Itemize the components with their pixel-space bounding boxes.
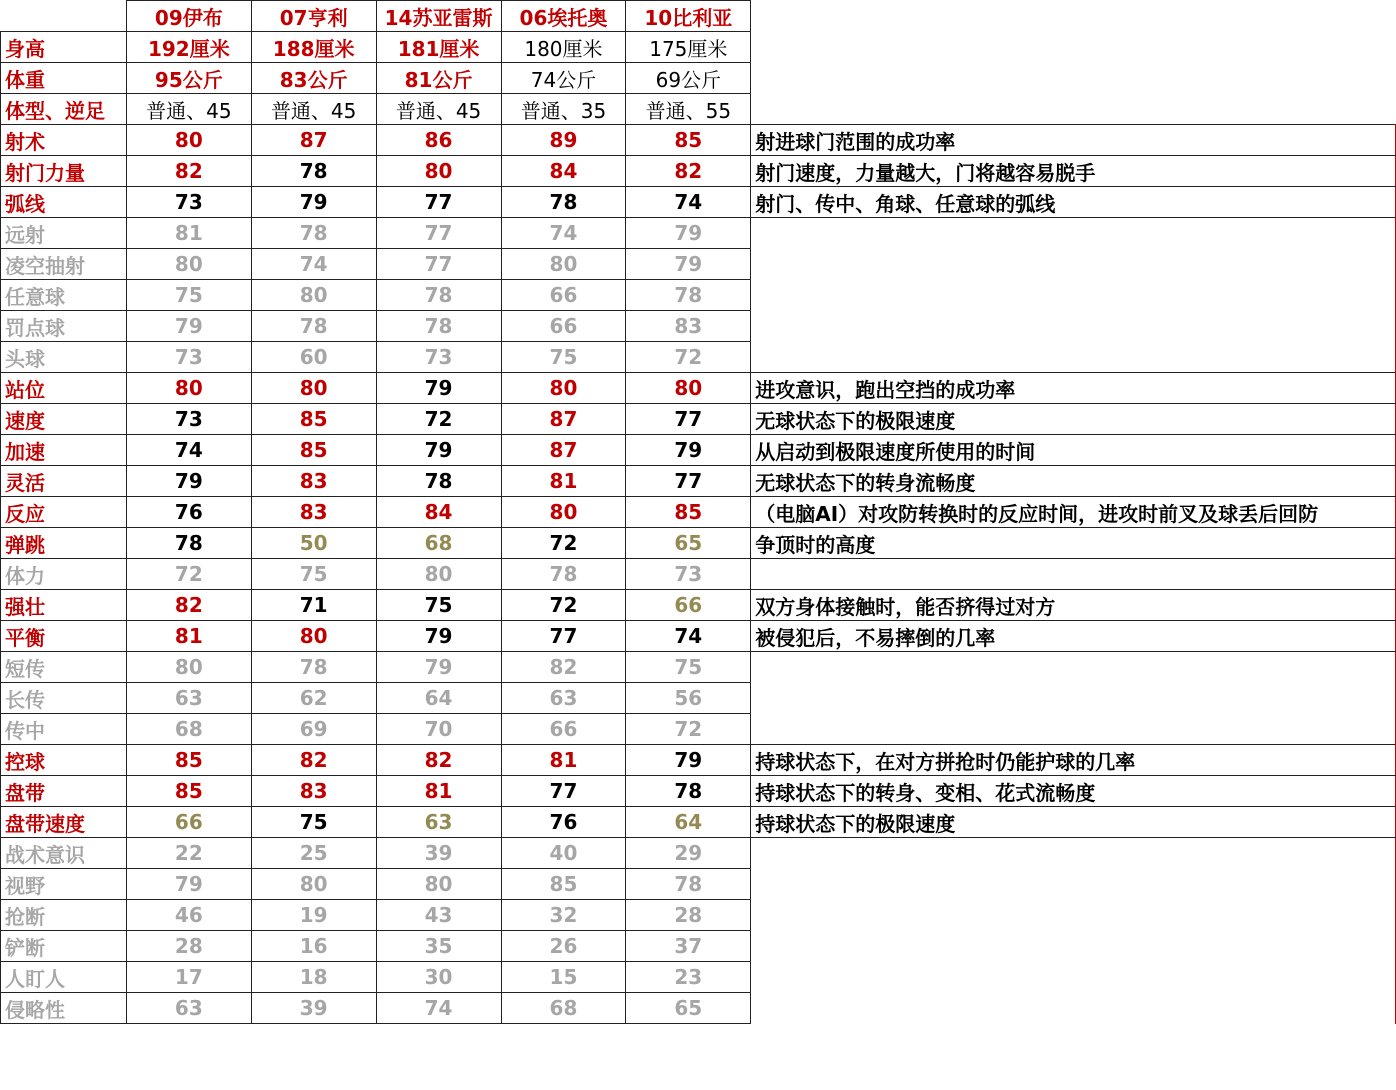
stat-row <box>1 280 1396 311</box>
stat-value-cell: 79 <box>626 435 751 466</box>
info-value-cell: 普通、45 <box>251 94 376 125</box>
info-desc-blank <box>751 63 1396 94</box>
stat-value-cell: 74 <box>251 249 376 280</box>
stat-label: 体力 <box>1 559 127 590</box>
stat-value-cell: 78 <box>501 559 626 590</box>
stat-value-cell: 84 <box>376 497 501 528</box>
stats-table-body <box>1 1 1396 1024</box>
info-value-cell: 181厘米 <box>376 32 501 63</box>
stat-value-cell: 62 <box>251 683 376 714</box>
stat-label: 人盯人 <box>1 962 127 993</box>
stat-label: 侵略性 <box>1 993 127 1024</box>
stat-row <box>1 435 1396 466</box>
stat-label: 强壮 <box>1 590 127 621</box>
stat-description-blank <box>751 838 1396 869</box>
player-name-header: 10比利亚 <box>626 1 751 32</box>
stat-value-cell: 78 <box>376 311 501 342</box>
stat-value-cell: 85 <box>626 497 751 528</box>
stat-value-cell: 79 <box>376 435 501 466</box>
stat-value-cell: 78 <box>126 528 251 559</box>
stat-description-blank <box>751 280 1396 311</box>
info-desc-blank <box>751 94 1396 125</box>
stat-row <box>1 156 1396 187</box>
stat-value-cell: 81 <box>376 776 501 807</box>
stat-label: 灵活 <box>1 466 127 497</box>
stat-label: 盘带 <box>1 776 127 807</box>
stat-value-cell: 84 <box>501 156 626 187</box>
stat-value-cell: 80 <box>126 652 251 683</box>
stat-value-cell: 63 <box>126 683 251 714</box>
stat-value-cell: 75 <box>626 652 751 683</box>
stat-value-cell: 83 <box>251 497 376 528</box>
stat-value-cell: 77 <box>501 621 626 652</box>
stat-value-cell: 76 <box>126 497 251 528</box>
stat-value-cell: 85 <box>126 745 251 776</box>
info-row <box>1 94 1396 125</box>
stat-row <box>1 373 1396 404</box>
stat-row <box>1 807 1396 838</box>
stat-value-cell: 76 <box>501 807 626 838</box>
stat-value-cell: 30 <box>376 962 501 993</box>
stat-value-cell: 78 <box>626 776 751 807</box>
stat-row <box>1 838 1396 869</box>
stat-row <box>1 714 1396 745</box>
stat-label: 凌空抽射 <box>1 249 127 280</box>
stat-value-cell: 78 <box>501 187 626 218</box>
stat-label: 传中 <box>1 714 127 745</box>
stat-value-cell: 22 <box>126 838 251 869</box>
stat-value-cell: 32 <box>501 900 626 931</box>
stat-description: 持球状态下的极限速度 <box>751 807 1396 838</box>
stat-value-cell: 87 <box>501 404 626 435</box>
stat-value-cell: 77 <box>626 466 751 497</box>
stat-value-cell: 73 <box>126 187 251 218</box>
stat-value-cell: 25 <box>251 838 376 869</box>
info-value-cell: 普通、45 <box>376 94 501 125</box>
stat-row <box>1 125 1396 156</box>
stat-value-cell: 73 <box>376 342 501 373</box>
stat-value-cell: 75 <box>251 807 376 838</box>
stat-description: 射进球门范围的成功率 <box>751 125 1396 156</box>
stat-value-cell: 82 <box>126 156 251 187</box>
stat-value-cell: 17 <box>126 962 251 993</box>
stat-row <box>1 187 1396 218</box>
player-name-header: 14苏亚雷斯 <box>376 1 501 32</box>
info-value-cell: 83公斤 <box>251 63 376 94</box>
stat-description-blank <box>751 559 1396 590</box>
stat-row <box>1 900 1396 931</box>
stat-value-cell: 85 <box>251 435 376 466</box>
stat-value-cell: 35 <box>376 931 501 962</box>
stat-description: 持球状态下，在对方拼抢时仍能护球的几率 <box>751 745 1396 776</box>
stat-value-cell: 72 <box>626 714 751 745</box>
stat-value-cell: 80 <box>376 156 501 187</box>
stat-value-cell: 83 <box>251 776 376 807</box>
stat-value-cell: 37 <box>626 931 751 962</box>
stat-row <box>1 342 1396 373</box>
stat-row <box>1 466 1396 497</box>
stat-description-blank <box>751 342 1396 373</box>
stat-value-cell: 26 <box>501 931 626 962</box>
stat-description-blank <box>751 869 1396 900</box>
stat-value-cell: 74 <box>626 621 751 652</box>
stat-label: 长传 <box>1 683 127 714</box>
stat-value-cell: 66 <box>501 714 626 745</box>
stat-value-cell: 81 <box>126 218 251 249</box>
stat-value-cell: 23 <box>626 962 751 993</box>
stat-label: 头球 <box>1 342 127 373</box>
stat-value-cell: 77 <box>501 776 626 807</box>
stat-row <box>1 683 1396 714</box>
stat-value-cell: 78 <box>626 869 751 900</box>
stat-value-cell: 79 <box>376 373 501 404</box>
stat-value-cell: 29 <box>626 838 751 869</box>
stat-value-cell: 28 <box>126 931 251 962</box>
stat-value-cell: 72 <box>501 590 626 621</box>
stat-value-cell: 39 <box>251 993 376 1024</box>
stat-label: 站位 <box>1 373 127 404</box>
stat-label: 反应 <box>1 497 127 528</box>
stat-value-cell: 80 <box>251 280 376 311</box>
stat-description-blank <box>751 311 1396 342</box>
stat-value-cell: 77 <box>626 404 751 435</box>
stat-value-cell: 85 <box>126 776 251 807</box>
stat-value-cell: 82 <box>501 652 626 683</box>
stat-value-cell: 78 <box>251 156 376 187</box>
stat-value-cell: 72 <box>126 559 251 590</box>
stat-value-cell: 78 <box>251 311 376 342</box>
info-row <box>1 32 1396 63</box>
stat-value-cell: 83 <box>251 466 376 497</box>
stat-description: 射门速度，力量越大，门将越容易脱手 <box>751 156 1396 187</box>
info-value-cell: 175厘米 <box>626 32 751 63</box>
stat-value-cell: 81 <box>501 466 626 497</box>
stat-row <box>1 652 1396 683</box>
stat-value-cell: 79 <box>126 869 251 900</box>
stat-label: 射术 <box>1 125 127 156</box>
stat-value-cell: 79 <box>626 218 751 249</box>
stat-value-cell: 87 <box>501 435 626 466</box>
stat-value-cell: 73 <box>126 404 251 435</box>
stat-description-blank <box>751 218 1396 249</box>
stat-description-blank <box>751 652 1396 683</box>
stat-description-blank <box>751 962 1396 993</box>
stat-value-cell: 81 <box>501 745 626 776</box>
stat-label: 任意球 <box>1 280 127 311</box>
stat-description: （电脑AI）对攻防转换时的反应时间，进攻时前叉及球丢后回防 <box>751 497 1396 528</box>
stat-description-blank <box>751 931 1396 962</box>
stat-value-cell: 65 <box>626 528 751 559</box>
stat-description: 从启动到极限速度所使用的时间 <box>751 435 1396 466</box>
info-value-cell: 74公斤 <box>501 63 626 94</box>
stat-label: 盘带速度 <box>1 807 127 838</box>
stat-value-cell: 65 <box>626 993 751 1024</box>
corner-cell <box>1 1 127 32</box>
info-row-label: 体型、逆足 <box>1 94 127 125</box>
stat-value-cell: 39 <box>376 838 501 869</box>
info-value-cell: 普通、45 <box>126 94 251 125</box>
stat-label: 铲断 <box>1 931 127 962</box>
stat-row <box>1 776 1396 807</box>
stat-row <box>1 993 1396 1024</box>
stat-description-blank <box>751 249 1396 280</box>
stat-description: 双方身体接触时，能否挤得过对方 <box>751 590 1396 621</box>
stat-value-cell: 86 <box>376 125 501 156</box>
stat-value-cell: 89 <box>501 125 626 156</box>
stat-value-cell: 79 <box>626 745 751 776</box>
stat-value-cell: 66 <box>626 590 751 621</box>
stat-value-cell: 69 <box>251 714 376 745</box>
stat-value-cell: 83 <box>626 311 751 342</box>
stat-value-cell: 50 <box>251 528 376 559</box>
stat-value-cell: 75 <box>126 280 251 311</box>
stat-row <box>1 311 1396 342</box>
info-value-cell: 81公斤 <box>376 63 501 94</box>
stat-value-cell: 80 <box>501 497 626 528</box>
stat-value-cell: 85 <box>626 125 751 156</box>
stat-value-cell: 80 <box>251 621 376 652</box>
player-name-header: 06埃托奥 <box>501 1 626 32</box>
player-name-header: 09伊布 <box>126 1 251 32</box>
stat-value-cell: 43 <box>376 900 501 931</box>
stat-row <box>1 404 1396 435</box>
stat-value-cell: 56 <box>626 683 751 714</box>
stat-value-cell: 63 <box>126 993 251 1024</box>
stat-value-cell: 80 <box>126 249 251 280</box>
stat-description: 进攻意识，跑出空挡的成功率 <box>751 373 1396 404</box>
stat-value-cell: 68 <box>126 714 251 745</box>
stat-value-cell: 78 <box>626 280 751 311</box>
stat-value-cell: 72 <box>626 342 751 373</box>
stat-value-cell: 81 <box>126 621 251 652</box>
info-value-cell: 180厘米 <box>501 32 626 63</box>
stat-value-cell: 19 <box>251 900 376 931</box>
stat-row <box>1 249 1396 280</box>
stat-value-cell: 79 <box>376 652 501 683</box>
stat-value-cell: 85 <box>501 869 626 900</box>
stat-label: 控球 <box>1 745 127 776</box>
stat-value-cell: 87 <box>251 125 376 156</box>
stat-label: 远射 <box>1 218 127 249</box>
stat-value-cell: 70 <box>376 714 501 745</box>
stat-label: 平衡 <box>1 621 127 652</box>
stat-value-cell: 80 <box>251 869 376 900</box>
stat-description: 无球状态下的极限速度 <box>751 404 1396 435</box>
info-value-cell: 188厘米 <box>251 32 376 63</box>
stat-value-cell: 73 <box>626 559 751 590</box>
info-row-label: 体重 <box>1 63 127 94</box>
stat-description-blank <box>751 900 1396 931</box>
stat-row <box>1 869 1396 900</box>
stat-value-cell: 80 <box>376 559 501 590</box>
stat-value-cell: 64 <box>376 683 501 714</box>
stat-value-cell: 80 <box>251 373 376 404</box>
stat-label: 弧线 <box>1 187 127 218</box>
stat-value-cell: 46 <box>126 900 251 931</box>
header-desc-blank <box>751 1 1396 32</box>
stat-value-cell: 63 <box>501 683 626 714</box>
stat-value-cell: 79 <box>126 466 251 497</box>
stat-row <box>1 559 1396 590</box>
stat-value-cell: 82 <box>626 156 751 187</box>
stat-value-cell: 85 <box>251 404 376 435</box>
stat-value-cell: 82 <box>251 745 376 776</box>
stat-description-blank <box>751 993 1396 1024</box>
stat-value-cell: 79 <box>626 249 751 280</box>
stat-value-cell: 74 <box>376 993 501 1024</box>
header-row <box>1 1 1396 32</box>
stat-value-cell: 40 <box>501 838 626 869</box>
info-value-cell: 普通、35 <box>501 94 626 125</box>
stat-value-cell: 71 <box>251 590 376 621</box>
stat-value-cell: 68 <box>501 993 626 1024</box>
stat-value-cell: 60 <box>251 342 376 373</box>
stat-label: 战术意识 <box>1 838 127 869</box>
stat-description: 持球状态下的转身、变相、花式流畅度 <box>751 776 1396 807</box>
stat-value-cell: 80 <box>501 249 626 280</box>
stat-value-cell: 74 <box>126 435 251 466</box>
stat-value-cell: 79 <box>376 621 501 652</box>
stat-label: 速度 <box>1 404 127 435</box>
stat-value-cell: 75 <box>251 559 376 590</box>
stat-label: 弹跳 <box>1 528 127 559</box>
stat-value-cell: 80 <box>126 125 251 156</box>
stat-description: 无球状态下的转身流畅度 <box>751 466 1396 497</box>
stat-value-cell: 80 <box>626 373 751 404</box>
stat-row <box>1 528 1396 559</box>
stat-description-blank <box>751 714 1396 745</box>
stat-value-cell: 78 <box>376 466 501 497</box>
stat-row <box>1 590 1396 621</box>
stat-value-cell: 77 <box>376 249 501 280</box>
info-value-cell: 95公斤 <box>126 63 251 94</box>
info-row <box>1 63 1396 94</box>
stat-row <box>1 931 1396 962</box>
stat-row <box>1 218 1396 249</box>
stat-value-cell: 78 <box>376 280 501 311</box>
info-value-cell: 普通、55 <box>626 94 751 125</box>
stat-label: 加速 <box>1 435 127 466</box>
stat-value-cell: 75 <box>501 342 626 373</box>
stat-value-cell: 78 <box>251 652 376 683</box>
stat-value-cell: 77 <box>376 187 501 218</box>
stat-value-cell: 28 <box>626 900 751 931</box>
info-desc-blank <box>751 32 1396 63</box>
stat-value-cell: 73 <box>126 342 251 373</box>
stat-value-cell: 78 <box>251 218 376 249</box>
stat-label: 短传 <box>1 652 127 683</box>
stat-value-cell: 80 <box>501 373 626 404</box>
stat-value-cell: 66 <box>501 311 626 342</box>
info-value-cell: 69公斤 <box>626 63 751 94</box>
stat-value-cell: 79 <box>126 311 251 342</box>
stat-value-cell: 16 <box>251 931 376 962</box>
player-name-header: 07亨利 <box>251 1 376 32</box>
stat-value-cell: 18 <box>251 962 376 993</box>
stat-label: 射门力量 <box>1 156 127 187</box>
stat-value-cell: 75 <box>376 590 501 621</box>
stat-value-cell: 72 <box>501 528 626 559</box>
stat-description: 争顶时的高度 <box>751 528 1396 559</box>
stat-value-cell: 82 <box>376 745 501 776</box>
stat-value-cell: 66 <box>501 280 626 311</box>
stat-value-cell: 63 <box>376 807 501 838</box>
stat-row <box>1 621 1396 652</box>
stat-description: 被侵犯后，不易摔倒的几率 <box>751 621 1396 652</box>
stat-row <box>1 962 1396 993</box>
stat-value-cell: 77 <box>376 218 501 249</box>
info-row-label: 身高 <box>1 32 127 63</box>
info-value-cell: 192厘米 <box>126 32 251 63</box>
stat-description: 射门、传中、角球、任意球的弧线 <box>751 187 1396 218</box>
stat-value-cell: 64 <box>626 807 751 838</box>
stat-value-cell: 74 <box>501 218 626 249</box>
stat-value-cell: 15 <box>501 962 626 993</box>
stat-value-cell: 79 <box>251 187 376 218</box>
stat-value-cell: 74 <box>626 187 751 218</box>
stat-label: 抢断 <box>1 900 127 931</box>
stat-description-blank <box>751 683 1396 714</box>
stat-value-cell: 72 <box>376 404 501 435</box>
stat-label: 罚点球 <box>1 311 127 342</box>
stat-row <box>1 497 1396 528</box>
stat-value-cell: 66 <box>126 807 251 838</box>
stat-row <box>1 745 1396 776</box>
stat-value-cell: 68 <box>376 528 501 559</box>
stat-value-cell: 82 <box>126 590 251 621</box>
stat-label: 视野 <box>1 869 127 900</box>
stat-value-cell: 80 <box>126 373 251 404</box>
stat-value-cell: 80 <box>376 869 501 900</box>
